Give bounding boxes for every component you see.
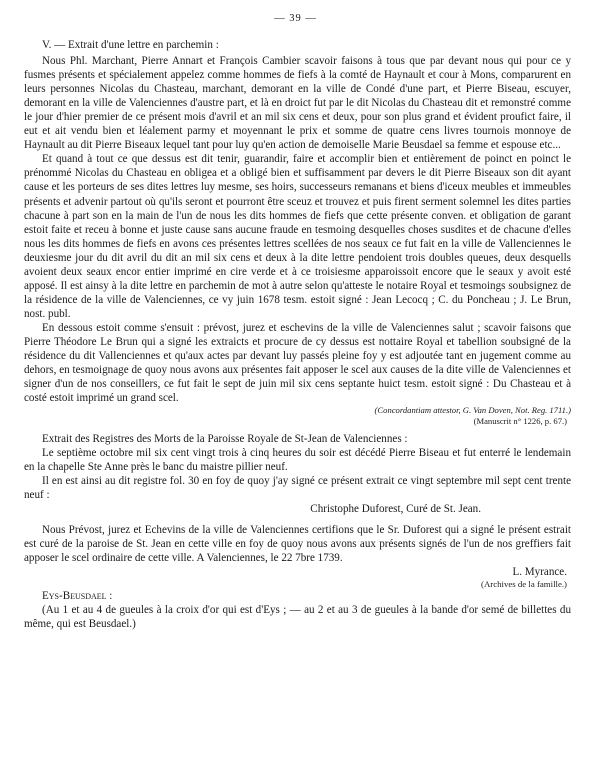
archive-note: (Archives de la famille.) (481, 578, 567, 589)
source-note-manuscript: (Manuscrit n° 1226, p. 67.) (473, 415, 567, 426)
heraldry-text: (Au 1 et au 4 de gueules à la croix d'or qui est d'Eys ; — au 2 et au 3 de gueules à la bande d'or semé de billettes du même, qui est Beusdael.) (24, 604, 571, 631)
signature-myrance: L. Myrance. (512, 565, 567, 578)
page-number: — 39 — (274, 13, 317, 24)
certification-paragraph: Nous Prévost, jurez et Echevins de la ville de Valenciennes certifions que le Sr. Duforest qui a signé le présent estrait est curé de la paroise de St. Jean en cette ville en foy de quoy nous avons aux présents signés de l'un de nos greffiers fait apposer le scel ordinaire de cette ville. A Valenciennes, le 22 7bre 1739. (24, 523, 571, 564)
source-note-attestation: (Concordantiam attestor, G. Van Doven, Not. Reg. 1711.) (374, 405, 571, 416)
section-heading: V. — Extrait d'une lettre en parchemin : (42, 39, 219, 51)
registry-heading: Extrait des Registres des Morts de la Paroisse Royale de St-Jean de Valenciennes : (42, 433, 408, 446)
signature-cure: Christophe Duforest, Curé de St. Jean. (310, 503, 481, 516)
paragraph: En dessous estoit comme s'ensuit : prévost, jurez et eschevins de la ville de Valenciennes salut ; scavoir faisons que Pierre Théodore Le Brun qui a signé les extraicts et procure de cy dessus est nottaire Royal et tabellion soubsigné de la résidence du dit Vallenciennes et qu'aux actes par devant luy passés pleine foy y est adjoutée tant en jugement comme au dehors, en tesmoignage de quoy nous avons aux présentes fait apposer le scel aux causes de la dite ville de Valenciennes et signer d'un de nos conseillers, ce fut fait le sept de juin mil six cens septante huict tesm. estoit signé : Du Chasteau et à costé estoit imprimé un grand scel. (24, 321, 571, 405)
eys-heading: Eys-Beusdael : (42, 590, 113, 603)
document-body (24, 38, 571, 631)
registry-paragraph: Le septième octobre mil six cent vingt trois à cinq heures du soir est décédé Pierre Biseau et fut enterré le lendemain en la chapelle Ste Anne près le banc du maistre pillier neuf. (24, 447, 571, 474)
paragraph: Et quand à tout ce que dessus est dit tenir, guarandir, faire et accomplir bien et entièrement de poinct en poinct le prénommé Nicolas du Chasteau en obligea et a obligé bien et suffisamment par devers le dit Pierre Biseaux son dit ayant cause et les porteurs de ses dites lettres luy mesme, ses hoirs, successeurs remanans et biens d'iceux meubles et immeubles présents et advenir partout où qu'ils seront et pourront être sceuz et trouvez et puis firent serment solemnel les dites parties chacune à part son en la main de l'un de nous les dits hommes de fiefs que cette présente conven. et obligation de garant estoit faite et receu à bonne et juste cause sans aucune fraude en tesmoing desquelles choses susdites et de chacune d'elles nous les dits hommes de fiefs en avons ces présentes lettres scellées de nos seaux ce fut fait en la ville de Vallenciennes le deuxiesme jour du dit avril du dit an mil six cens et deux à la dite lettre pendoient trois doubles queues, deux desquells avoient deux seaux encor entier imprimé en cire verde et à ce troisiesme apparoissoit encore que le seaux y avoit esté apposé. Il est ainsy à la dite lettre en parchemin de mot à autre selon qu'atteste le notaire Royal et tesmoings soubsignez de la résidence de la ville de Valenciennes, ce vy juin 1678 tesm. estoit signé : Jean Lecocq ; C. du Poncheau ; J. Le Brun, nost. publ. (24, 153, 571, 320)
registry-paragraph: Il en est ainsi au dit registre fol. 30 en foy de quoy j'ay signé ce présent extrait ce vingt septembre mil sept cent trente neuf : (24, 475, 571, 502)
paragraph: Nous Phl. Marchant, Pierre Annart et François Cambier scavoir faisons à tous que par devant nous qui pour ce y fusmes présents et spécialement appelez comme hommes de fiefs à la comté de Haynault et cour à Mons, comparurent en leurs personnes Nicolas du Chasteau, marchant, demorant en la ville de Condé d'une part, et Pierre Biseau, escuyer, demorant en la ville de Valenciennes d'austre part, et là en droict fut par le dit Nicolas du Chasteau dit et remonstré comme le jour d'hier premier de ce présent mois d'avril et an mil six cens et deux, pour son plus grand et évident proufict faire, il eut et ait vendu bien et léalement parmy et moyennant le prix et somme de quatre cens livres tournois monnoye de Haynault au dit Pierre Biseaux lequel tant pour luy qu'en action de demoiselle Marie Beusdael sa femme et espouse etc... (24, 55, 571, 152)
